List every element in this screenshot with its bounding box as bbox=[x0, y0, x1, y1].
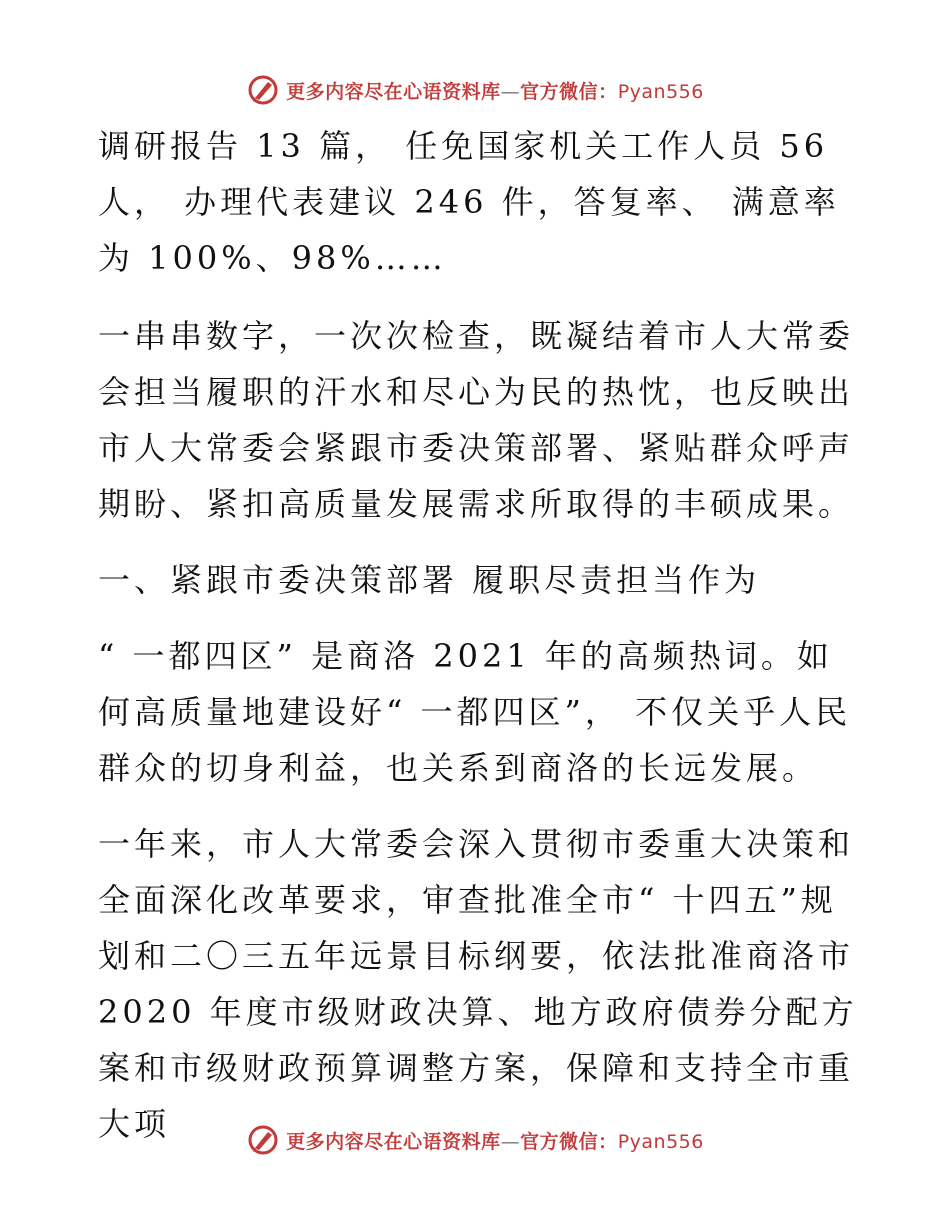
footer-watermark bbox=[0, 1120, 950, 1160]
watermark-text bbox=[286, 1127, 704, 1154]
paragraph-achievements: 一串串数字，一次次检查，既凝结着市人大常委会担当履职的汗水和尽心为民的热忱，也反映出市人大常委会紧跟市委决策部署、紧贴群众呼声期盼、紧扣高质量发展需求所取得的丰硕成果。 bbox=[98, 317, 855, 523]
watermark-suffix-text: 官方微信： bbox=[520, 1130, 618, 1153]
watermark-dash: — bbox=[500, 1130, 521, 1153]
header-watermark bbox=[0, 70, 950, 110]
paragraph-yidu-siqu: “ 一都四区” 是商洛 2021 年的高频热词。如何高质量地建设好“ 一都四区”， 不仅关乎人民群众的切身利益，也关系到商洛的长远发展。 bbox=[98, 637, 852, 787]
paragraph-year-review: 一年来，市人大常委会深入贯彻市委重大决策和全面深化改革要求，审查批准全市“ 十四五”规划和二〇三五年远景目标纲要，依法批准商洛市 2020 年度市级财政决算、地方政府债券分配方案和市级财政预算调整方案，保障和支持全市重大项 bbox=[98, 825, 858, 1143]
watermark-text bbox=[286, 77, 704, 104]
document-body bbox=[98, 118, 858, 1172]
section-heading-1: 一、紧跟市委决策部署 履职尽责担当作为 bbox=[98, 561, 761, 599]
watermark-main-text: 更多内容尽在心语资料库 bbox=[286, 1130, 501, 1153]
paragraph-statistics: 调研报告 13 篇， 任免国家机关工作人员 56 人， 办理代表建议 246 件，答复率、 满意率为 100%、98%…… bbox=[98, 127, 840, 277]
quill-pen-circle-icon bbox=[246, 73, 280, 107]
watermark-dash: — bbox=[500, 80, 521, 103]
watermark-account: Pyan556 bbox=[617, 80, 704, 103]
quill-pen-circle-icon bbox=[246, 1123, 280, 1157]
watermark-main-text: 更多内容尽在心语资料库 bbox=[286, 80, 501, 103]
watermark-suffix-text: 官方微信： bbox=[520, 80, 618, 103]
watermark-account: Pyan556 bbox=[617, 1130, 704, 1153]
